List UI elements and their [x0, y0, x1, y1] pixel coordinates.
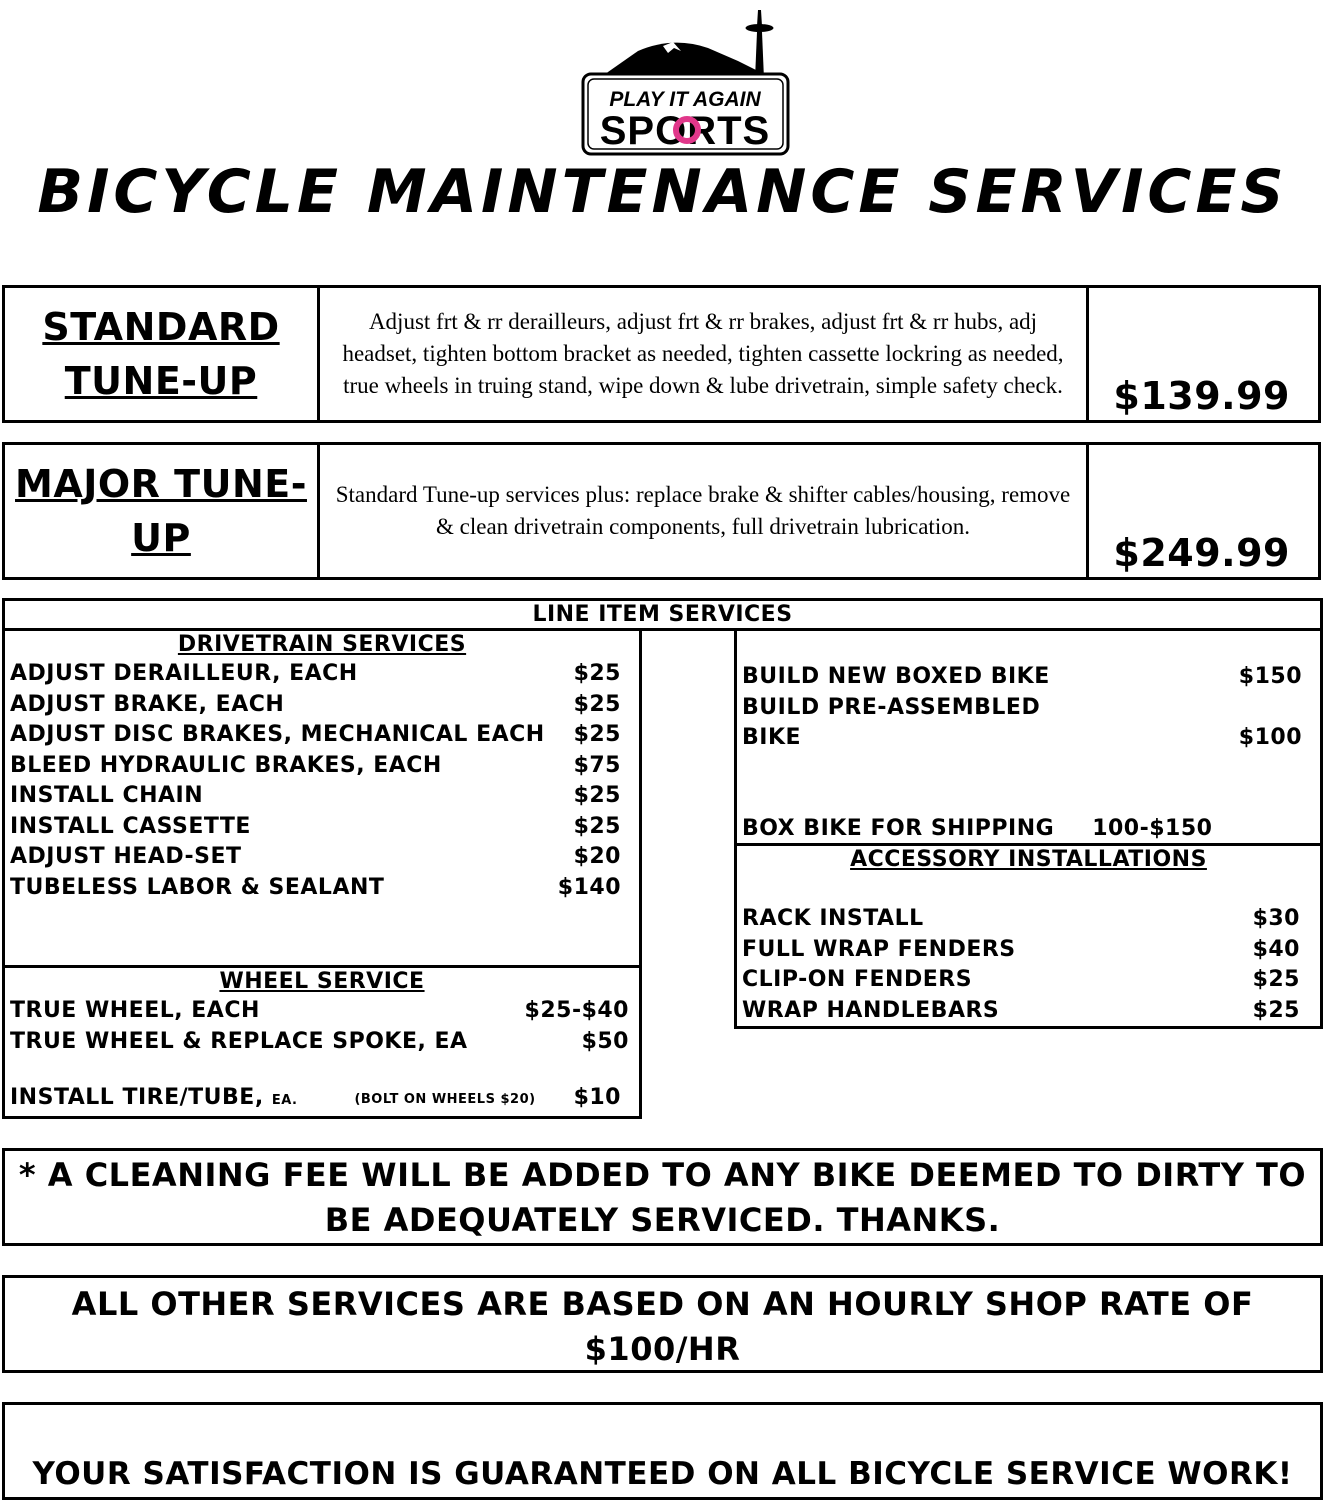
item-name: INSTALL CHAIN — [10, 783, 204, 808]
satisfaction-guarantee-notice: YOUR SATISFACTION IS GUARANTEED ON ALL BICYCLE SERVICE WORK! — [2, 1402, 1323, 1500]
item-name: INSTALL TIRE/TUBE, — [10, 1085, 264, 1110]
item-price: $10 — [573, 1085, 621, 1110]
item-price: $25 — [573, 661, 621, 686]
list-item — [5, 659, 629, 690]
line-item-services-header: LINE ITEM SERVICES — [2, 598, 1323, 631]
wheel-service-panel — [2, 965, 642, 1119]
list-item — [737, 814, 1320, 845]
cleaning-fee-notice: * A CLEANING FEE WILL BE ADDED TO ANY BIKE DEEMED TO DIRTY TO BE ADEQUATELY SERVICED. THANKS. — [2, 1148, 1323, 1246]
logo-line2: SPORTS — [599, 109, 771, 153]
item-price: $140 — [557, 874, 621, 900]
item-price: $100 — [1238, 725, 1302, 750]
item-price: $25 — [1252, 997, 1300, 1023]
item-name: BUILD PRE-ASSEMBLED — [742, 694, 1041, 720]
list-item — [5, 781, 629, 812]
item-suffix: EA. — [271, 1093, 298, 1108]
item-price: $25 — [573, 783, 621, 808]
logo-line1: PLAY IT AGAIN — [609, 88, 761, 111]
list-item — [737, 723, 1310, 754]
list-item — [5, 873, 629, 904]
tune-price: $139.99 — [1113, 374, 1290, 418]
item-name: ADJUST HEAD-SET — [10, 844, 242, 869]
item-name: ADJUST BRAKE, EACH — [10, 691, 285, 717]
item-price: $20 — [573, 844, 621, 869]
drivetrain-services-panel — [2, 628, 642, 968]
tune-description: Standard Tune-up services plus: replace brake & shifter cables/housing, remove & clean drivetrain components, full drivetrain lubrication. — [320, 445, 1089, 577]
list-item — [737, 965, 1308, 996]
list-item — [5, 1027, 637, 1058]
item-name: TRUE WHEEL & REPLACE SPOKE, EA — [10, 1028, 468, 1054]
item-price: $25-$40 — [524, 998, 629, 1023]
item-price: 100-$150 — [1092, 815, 1213, 841]
accessory-installations-panel — [734, 843, 1323, 1029]
tune-name: STANDARD TUNE-UP — [5, 288, 320, 420]
list-item — [5, 812, 629, 843]
item-name: INSTALL CASSETTE — [10, 813, 251, 839]
item-price: $50 — [581, 1028, 629, 1054]
list-item — [737, 996, 1308, 1027]
major-tune-up-box — [2, 442, 1321, 580]
list-item — [5, 1083, 639, 1117]
list-item — [737, 693, 1310, 724]
item-name: TRUE WHEEL, EACH — [10, 998, 260, 1023]
section-heading: WHEEL SERVICE — [219, 969, 425, 994]
item-price: $150 — [1238, 664, 1302, 689]
item-name: CLIP-ON FENDERS — [742, 967, 973, 992]
list-item — [5, 842, 629, 873]
item-name: ADJUST DERAILLEUR, EACH — [10, 661, 358, 686]
item-name: TUBELESS LABOR & SEALANT — [10, 874, 385, 900]
list-item — [5, 996, 637, 1027]
build-services-panel — [734, 628, 1323, 846]
item-name: BIKE — [742, 725, 802, 750]
item-price: $40 — [1252, 936, 1300, 962]
item-price: $25 — [573, 722, 621, 747]
item-name: BOX BIKE FOR SHIPPING — [742, 815, 1055, 841]
list-item — [5, 720, 629, 751]
item-price: $75 — [573, 752, 621, 778]
page-title: BICYCLE MAINTENANCE SERVICES — [37, 157, 1288, 227]
item-name: BUILD NEW BOXED BIKE — [742, 664, 1050, 689]
item-name: RACK INSTALL — [742, 906, 924, 931]
item-name: BLEED HYDRAULIC BRAKES, EACH — [10, 752, 442, 778]
section-heading: ACCESSORY INSTALLATIONS — [850, 847, 1207, 872]
item-name: ADJUST DISC BRAKES, MECHANICAL EACH — [10, 722, 545, 747]
play-it-again-sports-logo — [578, 6, 793, 158]
tune-name: MAJOR TUNE-UP — [5, 445, 320, 577]
tune-price: $249.99 — [1113, 531, 1290, 575]
list-item — [737, 662, 1310, 693]
item-name: FULL WRAP FENDERS — [742, 936, 1016, 962]
item-price: $25 — [573, 691, 621, 717]
list-item — [5, 690, 629, 721]
list-item — [737, 935, 1308, 966]
item-price: $30 — [1252, 906, 1300, 931]
item-price: $25 — [573, 813, 621, 839]
list-item — [737, 904, 1308, 935]
item-note: (BOLT ON WHEELS $20) — [354, 1092, 536, 1107]
standard-tune-up-box — [2, 285, 1321, 423]
item-price: $25 — [1252, 967, 1300, 992]
tune-description: Adjust frt & rr derailleurs, adjust frt & rr brakes, adjust frt & rr hubs, adj headset, tighten bottom bracket as needed, tighten cassette lockring as needed, true wheels in truing stand, wipe down & lube drivetrain, simple safety check. — [320, 288, 1089, 420]
list-item — [5, 751, 629, 782]
section-heading: DRIVETRAIN SERVICES — [177, 632, 467, 657]
item-name: WRAP HANDLEBARS — [742, 997, 1000, 1023]
hourly-rate-notice: ALL OTHER SERVICES ARE BASED ON AN HOURLY SHOP RATE OF $100/HR — [2, 1275, 1323, 1373]
